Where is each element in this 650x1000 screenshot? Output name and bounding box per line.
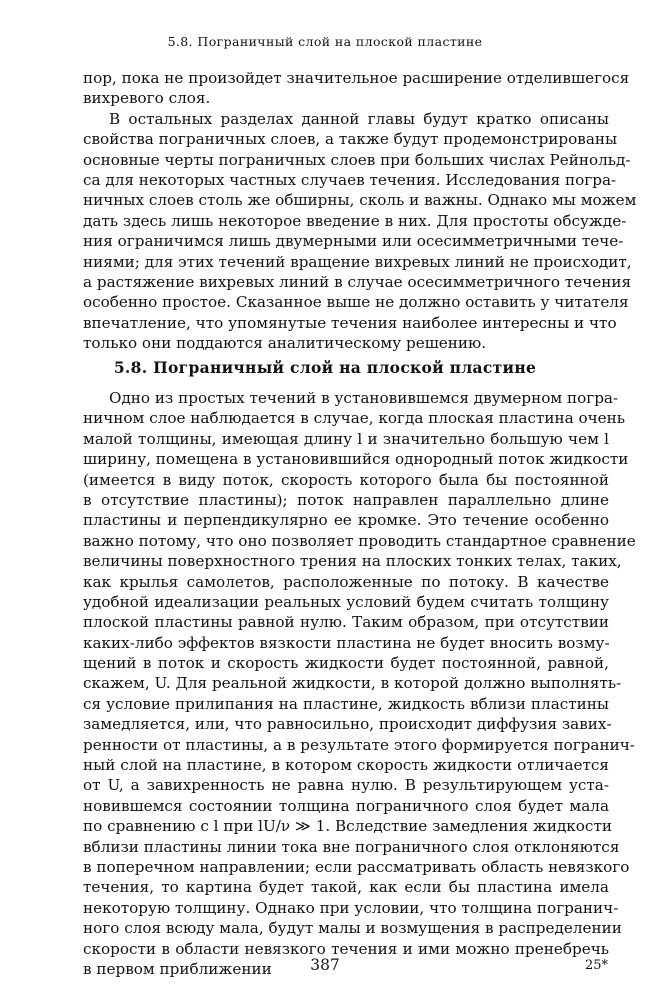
text-line: как крылья самолетов, расположенные по потоку. В качестве [83,572,609,591]
text-line: В остальных разделах данной главы будут кратко описаны [109,109,609,128]
signature-mark: 25* [584,958,608,973]
text-line: основные черты пограничных слоев при больших числах Рейнольд- [83,150,631,169]
text-line: в первом приближении [83,959,272,978]
text-line: пластины и перпендикулярно ее кромке. Это течение особенно [83,511,609,530]
page-number: 387 [310,956,340,974]
text-line: ся условие прилипания на пластине, жидкость вблизи пластины [83,694,609,713]
text-line: ный слой на пластине, в котором скорость жидкости отличается [83,756,609,775]
text-line: Одно из простых течений в установившемся двумерном погра- [109,389,619,407]
text-line: только они поддаются аналитическому решению. [83,334,487,353]
text-line: некоторую толщину. Однако при условии, что толщина погранич- [83,898,619,917]
text-line: са для некоторых частных случаев течения. Исследования погра- [83,170,617,189]
text-line: свойства пограничных слоев, а также будут продемонстрированы [83,130,618,149]
text-line: щений в поток и скорость жидкости будет постоянной, равной, [83,654,609,673]
text-line: замедляется, или, что равносильно, происходит диффузия завих- [83,715,612,734]
text-line: величины поверхностного трения на плоских тонких телах, таких, [83,552,622,571]
text-line: течения, то картина будет такой, как если бы пластина имела [83,878,609,897]
section-text [83,388,636,979]
text-line: ния ограничимся лишь двумерными или осесимметричными тече- [83,232,624,251]
text-line: по сравнению с l при lU/ν ≫ 1. Вследствие замедления жидкости [83,817,612,836]
text-line: вблизи пластины линии тока вне пограничного слоя отклоняются [83,837,620,856]
text-line: скажем, U. Для реальной жидкости, в которой должно выполнять- [83,674,622,693]
text-line: особенно простое. Сказанное выше не должно оставить у читателя [83,293,629,312]
text-line: вихревого слоя. [83,89,211,108]
text-line: ширину, помещена в установившийся однородный поток жидкости [83,450,629,469]
text-line: пор, пока не произойдет значительное расширение отделившегося [83,69,630,87]
text-line: малой толщины, имеющая длину l и значительно большую чем l [83,429,609,448]
text-line: в поперечном направлении; если рассматривать область невязкого [83,857,630,876]
text-line: впечатление, что упомянутые течения наиболее интересны и что [83,313,617,332]
text-line: от U, а завихренность не равна нулю. В результирующем уста- [83,776,609,795]
text-line: скорости в области невязкого течения и ими можно пренебречь [83,939,609,958]
intro-text [83,68,637,353]
running-head: 5.8. Пограничный слой на плоской пластине [167,34,483,49]
text-line: ничных слоев столь же обширны, сколь и важны. Однако мы можем [83,191,637,210]
text-line: а растяжение вихревых линий в случае осесимметричного течения [83,272,632,291]
text-line: удобной идеализации реальных условий будем считать толщину [83,592,609,611]
text-line: ничном слое наблюдается в случае, когда плоская пластина очень [83,409,626,428]
section-heading: 5.8. Пограничный слой на плоской пластине [113,358,537,377]
text-line: дать здесь лишь некоторое введение в них. Для простоты обсужде- [83,211,627,230]
text-line: ниями; для этих течений вращение вихревых линий не происходит, [83,252,632,271]
text-line: новившемся состоянии толщина пограничного слоя будет мала [83,796,609,815]
text-line: каких-либо эффектов вязкости пластина не будет вносить возму- [83,633,610,652]
text-line: (имеется в виду поток, скорость которого была бы постоянной [83,470,609,489]
text-line: ренности от пластины, а в результате этого формируется погранич- [83,735,635,754]
text-line: плоской пластины равной нулю. Таким образом, при отсутствии [83,613,609,632]
text-line: важно потому, что оно позволяет проводить стандартное сравнение [83,531,636,550]
text-line: ного слоя всюду мала, будут малы и возмущения в распределении [83,919,622,938]
text-line: в отсутствие пластины); поток направлен параллельно длине [83,490,609,509]
